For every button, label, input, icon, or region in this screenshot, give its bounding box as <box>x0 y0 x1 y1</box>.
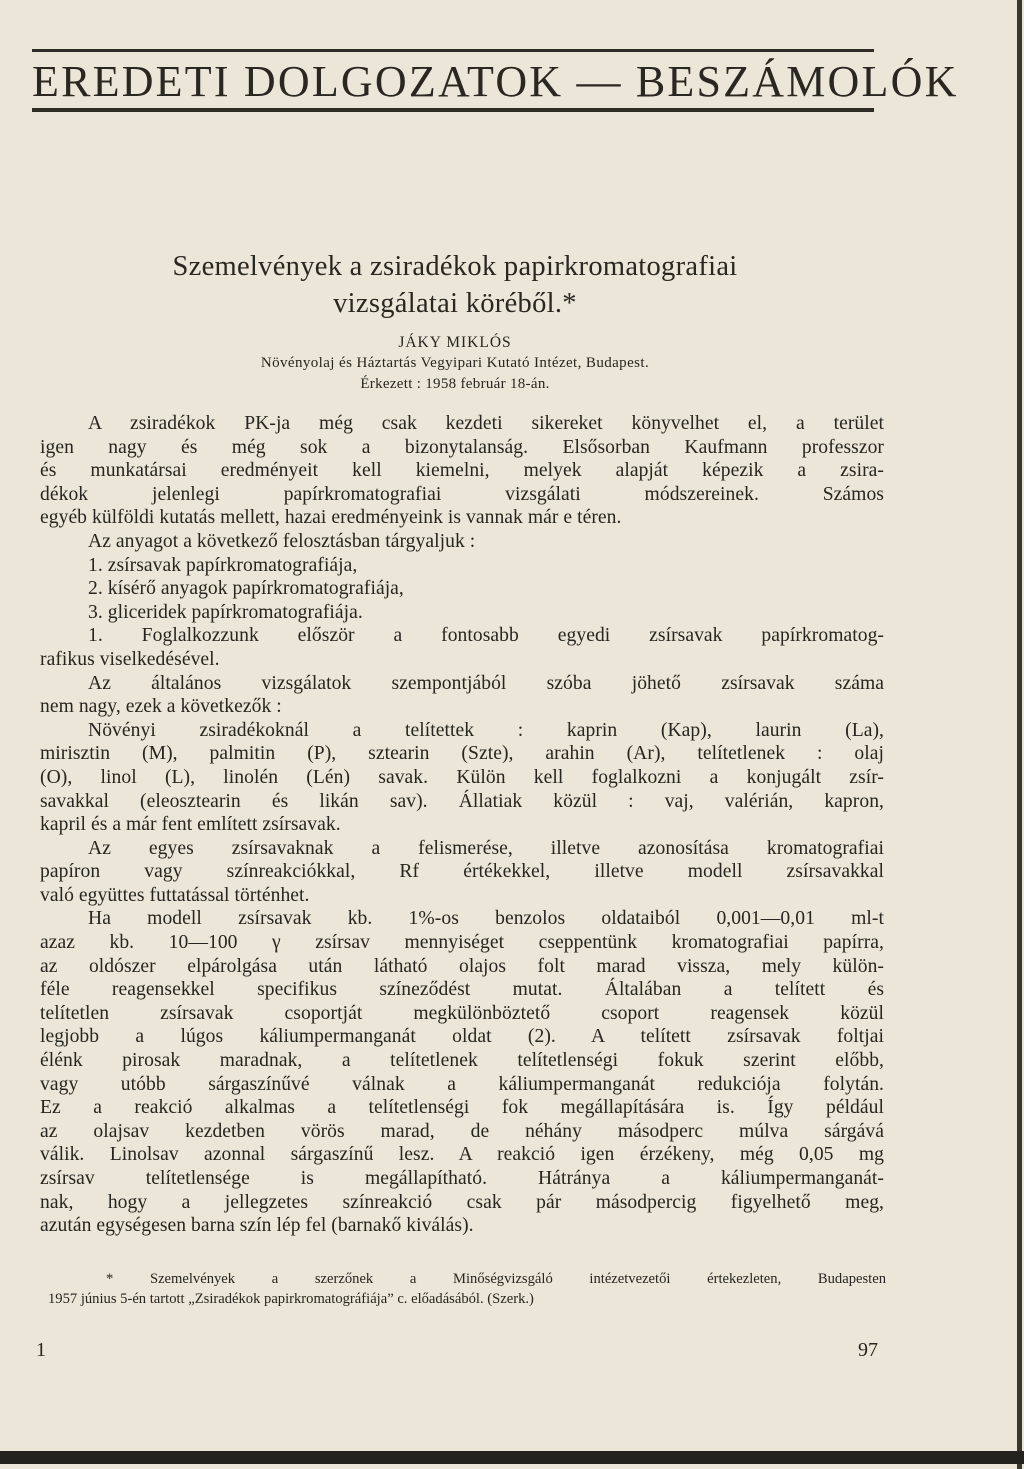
body-line: legjobb a lúgos káliumpermanganát oldat (2). A telített zsírsavak foltjai <box>40 1026 884 1048</box>
article-title-line-2: vizsgálatai köréből.* <box>333 288 577 319</box>
body-line: Az általános vizsgálatok szempontjából szóba jöhető zsírsavak száma <box>88 672 884 694</box>
body-line: Az anyagot a következő felosztásban tárgyaljuk : <box>88 530 476 552</box>
header-rule-top <box>32 49 874 52</box>
body-line: azután egységesen barna szín lép fel (barnakő kiválás). <box>40 1215 474 1237</box>
body-line: 2. kísérő anyagok papírkromatografiája, <box>88 578 404 600</box>
body-line: savakkal (eleosztearin és likán sav). Állatiak közül : vaj, valérián, kapron, <box>40 790 884 812</box>
printer-signature-mark: 1 <box>36 1339 46 1361</box>
body-line: egyéb külföldi kutatás mellett, hazai eredményeink is vannak már e téren. <box>40 507 622 529</box>
received-date: Érkezett : 1958 február 18-án. <box>360 376 550 392</box>
body-line: mirisztin (M), palmitin (P), sztearin (Szte), arahin (Ar), telítetlenek : olaj <box>40 743 884 765</box>
body-line: válik. Linolsav azonnal sárgaszínű lesz. A reakció igen érzékeny, még 0,05 mg <box>40 1144 884 1166</box>
body-line: kapril és a már fent említett zsírsavak. <box>40 814 341 836</box>
body-line: 3. gliceridek papírkromatografiája. <box>88 601 363 623</box>
body-line: (O), linol (L), linolén (Lén) savak. Külön kell foglalkozni a konjugált zsír- <box>40 766 884 788</box>
body-line: dékok jelenlegi papírkromatografiai vizsgálati módszereinek. Számos <box>40 483 884 505</box>
section-header: EREDETI DOLGOZATOK — BESZÁMOLÓK <box>32 57 959 106</box>
body-line: azaz kb. 10—100 γ zsírsav mennyiséget cseppentünk kromatografiai papírra, <box>40 932 884 954</box>
body-line: élénk pirosak maradnak, a telítetlenek telítetlenségi fokuk szerint előbb, <box>40 1050 884 1072</box>
article-body <box>40 412 884 1238</box>
body-line: zsírsav telítetlensége is megállapítható. Hátránya a káliumpermanganát- <box>40 1168 884 1189</box>
article-title-line-1: Szemelvények a zsiradékok papirkromatografiai <box>172 251 738 282</box>
header-rule-bottom <box>32 108 874 112</box>
body-line: az olajsav kezdetben vörös marad, de néhány másodperc múlva sárgává <box>40 1120 884 1142</box>
body-line: 1. Foglalkozzunk először a fontosabb egyedi zsírsavak papírkromatog- <box>88 625 884 647</box>
body-line: papíron vagy színreakciókkal, Rf értékekkel, illetve modell zsírsavakkal <box>40 861 884 883</box>
body-line: Ha modell zsírsavak kb. 1%-os benzolos oldataiból 0,001—0,01 ml-t <box>88 908 884 930</box>
body-line: való együttes futtatással történhet. <box>40 884 310 906</box>
page-number: 97 <box>858 1339 878 1361</box>
scan-edge-right <box>1017 0 1022 1469</box>
body-line: Ez a reakció alkalmas a telítetlenségi fok megállapítására is. Így például <box>40 1097 884 1119</box>
author-affiliation: Növényolaj és Háztartás Vegyipari Kutató Intézet, Budapest. <box>260 355 650 371</box>
body-line: A zsiradékok PK-ja még csak kezdeti sikereket könyvelhet el, a terület <box>88 413 884 434</box>
body-line: telítetlen zsírsavak csoportját megkülönböztető csoport reagensek közül <box>40 1002 884 1024</box>
body-line: és munkatársai eredményeit kell kiemelni, melyek alapját képezik a zsira- <box>40 460 884 482</box>
body-line: 1. zsírsavak papírkromatografiája, <box>88 554 358 576</box>
scan-edge-bottom <box>0 1451 1024 1464</box>
body-line: vagy utóbb sárgaszínűvé válnak a káliumpermanganát redukciója folytán. <box>40 1073 884 1095</box>
body-line: az oldószer elpárolgása után látható olajos folt marad vissza, mely külön- <box>40 955 884 977</box>
footnote <box>48 1270 886 1309</box>
body-line: nak, hogy a jellegzetes színreakció csak pár másodpercig figyelhető meg, <box>40 1191 884 1213</box>
author-name: JÁKY MIKLÓS <box>398 334 512 351</box>
footnote-line: * Szemelvények a szerzőnek a Minőségvizsgáló intézetvezetői értekezleten, Budapesten <box>106 1271 886 1287</box>
body-line: igen nagy és még sok a bizonytalanság. Elsősorban Kaufmann professzor <box>40 436 884 458</box>
body-line: rafikus viselkedésével. <box>40 648 220 670</box>
body-line: Az egyes zsírsavaknak a felismerése, illetve azonosítása kromatografiai <box>88 837 884 859</box>
body-line: nem nagy, ezek a következők : <box>40 696 282 718</box>
article-title <box>40 248 870 322</box>
body-line: féle reagensekkel specifikus színeződést mutat. Általában a telített és <box>40 979 884 1001</box>
footnote-line: 1957 június 5-én tartott „Zsiradékok papirkromatográfiája” c. előadásából. (Szerk.) <box>48 1290 534 1307</box>
body-line: Növényi zsiradékoknál a telítettek : kaprin (Kap), laurin (La), <box>88 719 884 741</box>
